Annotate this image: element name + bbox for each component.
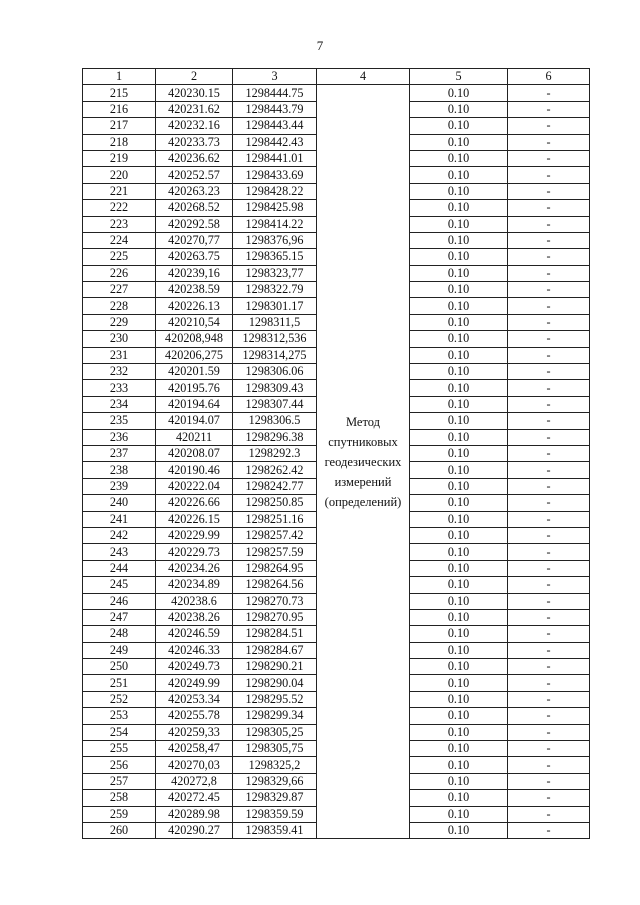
y-coordinate-cell: 1298311,5 — [233, 314, 317, 330]
x-coordinate-cell: 420270,77 — [156, 232, 233, 248]
y-coordinate-cell: 1298292.3 — [233, 445, 317, 461]
x-coordinate-cell: 420253.34 — [156, 691, 233, 707]
x-coordinate-cell: 420239,16 — [156, 265, 233, 281]
x-coordinate-cell: 420226.66 — [156, 495, 233, 511]
x-coordinate-cell: 420272.45 — [156, 790, 233, 806]
note-cell: - — [508, 691, 590, 707]
y-coordinate-cell: 1298306.5 — [233, 413, 317, 429]
y-coordinate-cell: 1298433.69 — [233, 167, 317, 183]
x-coordinate-cell: 420238.6 — [156, 593, 233, 609]
point-number-cell: 246 — [83, 593, 156, 609]
note-cell: - — [508, 150, 590, 166]
point-number-cell: 229 — [83, 314, 156, 330]
accuracy-cell: 0.10 — [410, 265, 508, 281]
accuracy-cell: 0.10 — [410, 282, 508, 298]
y-coordinate-cell: 1298443.44 — [233, 118, 317, 134]
y-coordinate-cell: 1298359.59 — [233, 806, 317, 822]
x-coordinate-cell: 420238.59 — [156, 282, 233, 298]
x-coordinate-cell: 420208,948 — [156, 331, 233, 347]
point-number-cell: 238 — [83, 462, 156, 478]
note-cell: - — [508, 85, 590, 101]
accuracy-cell: 0.10 — [410, 462, 508, 478]
accuracy-cell: 0.10 — [410, 150, 508, 166]
note-cell: - — [508, 593, 590, 609]
point-number-cell: 230 — [83, 331, 156, 347]
y-coordinate-cell: 1298314,275 — [233, 347, 317, 363]
point-number-cell: 244 — [83, 560, 156, 576]
y-coordinate-cell: 1298284.67 — [233, 642, 317, 658]
x-coordinate-cell: 420249.73 — [156, 659, 233, 675]
x-coordinate-cell: 420255.78 — [156, 708, 233, 724]
note-cell: - — [508, 331, 590, 347]
y-coordinate-cell: 1298299.34 — [233, 708, 317, 724]
y-coordinate-cell: 1298442.43 — [233, 134, 317, 150]
note-cell: - — [508, 659, 590, 675]
note-cell: - — [508, 822, 590, 838]
point-number-cell: 245 — [83, 577, 156, 593]
accuracy-cell: 0.10 — [410, 134, 508, 150]
point-number-cell: 242 — [83, 527, 156, 543]
y-coordinate-cell: 1298296.38 — [233, 429, 317, 445]
accuracy-cell: 0.10 — [410, 626, 508, 642]
y-coordinate-cell: 1298444.75 — [233, 85, 317, 101]
x-coordinate-cell: 420246.33 — [156, 642, 233, 658]
accuracy-cell: 0.10 — [410, 429, 508, 445]
point-number-cell: 237 — [83, 445, 156, 461]
accuracy-cell: 0.10 — [410, 675, 508, 691]
accuracy-cell: 0.10 — [410, 298, 508, 314]
y-coordinate-cell: 1298325,2 — [233, 757, 317, 773]
note-cell: - — [508, 134, 590, 150]
coordinates-table — [82, 68, 590, 839]
note-cell: - — [508, 200, 590, 216]
x-coordinate-cell: 420270,03 — [156, 757, 233, 773]
accuracy-cell: 0.10 — [410, 609, 508, 625]
note-cell: - — [508, 609, 590, 625]
accuracy-cell: 0.10 — [410, 167, 508, 183]
accuracy-cell: 0.10 — [410, 249, 508, 265]
y-coordinate-cell: 1298290.04 — [233, 675, 317, 691]
y-coordinate-cell: 1298322.79 — [233, 282, 317, 298]
y-coordinate-cell: 1298264.95 — [233, 560, 317, 576]
table-row — [83, 85, 590, 101]
point-number-cell: 259 — [83, 806, 156, 822]
note-cell: - — [508, 101, 590, 117]
accuracy-cell: 0.10 — [410, 183, 508, 199]
accuracy-cell: 0.10 — [410, 511, 508, 527]
y-coordinate-cell: 1298305,25 — [233, 724, 317, 740]
point-number-cell: 260 — [83, 822, 156, 838]
point-number-cell: 240 — [83, 495, 156, 511]
y-coordinate-cell: 1298264.56 — [233, 577, 317, 593]
point-number-cell: 217 — [83, 118, 156, 134]
column-header-3: 3 — [233, 69, 317, 85]
point-number-cell: 219 — [83, 150, 156, 166]
accuracy-cell: 0.10 — [410, 822, 508, 838]
y-coordinate-cell: 1298250.85 — [233, 495, 317, 511]
measurement-method-cell: Метод спутниковых геодезических измерений (определений) — [317, 85, 410, 839]
note-cell: - — [508, 413, 590, 429]
x-coordinate-cell: 420234.26 — [156, 560, 233, 576]
note-cell: - — [508, 396, 590, 412]
note-cell: - — [508, 757, 590, 773]
point-number-cell: 251 — [83, 675, 156, 691]
y-coordinate-cell: 1298307.44 — [233, 396, 317, 412]
point-number-cell: 228 — [83, 298, 156, 314]
y-coordinate-cell: 1298295.52 — [233, 691, 317, 707]
accuracy-cell: 0.10 — [410, 691, 508, 707]
y-coordinate-cell: 1298301.17 — [233, 298, 317, 314]
accuracy-cell: 0.10 — [410, 577, 508, 593]
accuracy-cell: 0.10 — [410, 495, 508, 511]
table-body — [83, 85, 590, 839]
y-coordinate-cell: 1298329.87 — [233, 790, 317, 806]
x-coordinate-cell: 420234.89 — [156, 577, 233, 593]
point-number-cell: 225 — [83, 249, 156, 265]
y-coordinate-cell: 1298284.51 — [233, 626, 317, 642]
y-coordinate-cell: 1298251.16 — [233, 511, 317, 527]
note-cell: - — [508, 249, 590, 265]
accuracy-cell: 0.10 — [410, 790, 508, 806]
accuracy-cell: 0.10 — [410, 544, 508, 560]
note-cell: - — [508, 806, 590, 822]
point-number-cell: 256 — [83, 757, 156, 773]
x-coordinate-cell: 420252.57 — [156, 167, 233, 183]
accuracy-cell: 0.10 — [410, 724, 508, 740]
page-number: 7 — [316, 38, 324, 53]
y-coordinate-cell: 1298257.42 — [233, 527, 317, 543]
point-number-cell: 247 — [83, 609, 156, 625]
accuracy-cell: 0.10 — [410, 642, 508, 658]
point-number-cell: 233 — [83, 380, 156, 396]
x-coordinate-cell: 420292.58 — [156, 216, 233, 232]
accuracy-cell: 0.10 — [410, 593, 508, 609]
x-coordinate-cell: 420208.07 — [156, 445, 233, 461]
point-number-cell: 236 — [83, 429, 156, 445]
x-coordinate-cell: 420229.73 — [156, 544, 233, 560]
point-number-cell: 249 — [83, 642, 156, 658]
x-coordinate-cell: 420201.59 — [156, 364, 233, 380]
y-coordinate-cell: 1298309.43 — [233, 380, 317, 396]
x-coordinate-cell: 420226.15 — [156, 511, 233, 527]
note-cell: - — [508, 298, 590, 314]
note-cell: - — [508, 544, 590, 560]
point-number-cell: 241 — [83, 511, 156, 527]
accuracy-cell: 0.10 — [410, 331, 508, 347]
x-coordinate-cell: 420190.46 — [156, 462, 233, 478]
point-number-cell: 243 — [83, 544, 156, 560]
column-header-5: 5 — [410, 69, 508, 85]
point-number-cell: 224 — [83, 232, 156, 248]
accuracy-cell: 0.10 — [410, 413, 508, 429]
note-cell: - — [508, 741, 590, 757]
x-coordinate-cell: 420195.76 — [156, 380, 233, 396]
x-coordinate-cell: 420249.99 — [156, 675, 233, 691]
y-coordinate-cell: 1298414.22 — [233, 216, 317, 232]
y-coordinate-cell: 1298305,75 — [233, 741, 317, 757]
y-coordinate-cell: 1298323,77 — [233, 265, 317, 281]
point-number-cell: 216 — [83, 101, 156, 117]
accuracy-cell: 0.10 — [410, 560, 508, 576]
x-coordinate-cell: 420268.52 — [156, 200, 233, 216]
x-coordinate-cell: 420226.13 — [156, 298, 233, 314]
y-coordinate-cell: 1298443.79 — [233, 101, 317, 117]
note-cell: - — [508, 577, 590, 593]
x-coordinate-cell: 420222.04 — [156, 478, 233, 494]
y-coordinate-cell: 1298376,96 — [233, 232, 317, 248]
note-cell: - — [508, 511, 590, 527]
x-coordinate-cell: 420230.15 — [156, 85, 233, 101]
accuracy-cell: 0.10 — [410, 806, 508, 822]
accuracy-cell: 0.10 — [410, 478, 508, 494]
x-coordinate-cell: 420246.59 — [156, 626, 233, 642]
x-coordinate-cell: 420289.98 — [156, 806, 233, 822]
point-number-cell: 218 — [83, 134, 156, 150]
point-number-cell: 258 — [83, 790, 156, 806]
note-cell: - — [508, 347, 590, 363]
point-number-cell: 215 — [83, 85, 156, 101]
note-cell: - — [508, 462, 590, 478]
accuracy-cell: 0.10 — [410, 445, 508, 461]
point-number-cell: 234 — [83, 396, 156, 412]
y-coordinate-cell: 1298441.01 — [233, 150, 317, 166]
accuracy-cell: 0.10 — [410, 314, 508, 330]
y-coordinate-cell: 1298359.41 — [233, 822, 317, 838]
x-coordinate-cell: 420238.26 — [156, 609, 233, 625]
y-coordinate-cell: 1298270.95 — [233, 609, 317, 625]
table-header-row — [83, 69, 590, 85]
accuracy-cell: 0.10 — [410, 741, 508, 757]
x-coordinate-cell: 420272,8 — [156, 773, 233, 789]
note-cell: - — [508, 167, 590, 183]
point-number-cell: 254 — [83, 724, 156, 740]
note-cell: - — [508, 445, 590, 461]
point-number-cell: 253 — [83, 708, 156, 724]
x-coordinate-cell: 420233.73 — [156, 134, 233, 150]
accuracy-cell: 0.10 — [410, 396, 508, 412]
column-header-1: 1 — [83, 69, 156, 85]
point-number-cell: 231 — [83, 347, 156, 363]
note-cell: - — [508, 216, 590, 232]
y-coordinate-cell: 1298262.42 — [233, 462, 317, 478]
y-coordinate-cell: 1298365.15 — [233, 249, 317, 265]
x-coordinate-cell: 420211 — [156, 429, 233, 445]
note-cell: - — [508, 560, 590, 576]
note-cell: - — [508, 626, 590, 642]
accuracy-cell: 0.10 — [410, 216, 508, 232]
note-cell: - — [508, 790, 590, 806]
note-cell: - — [508, 364, 590, 380]
x-coordinate-cell: 420206,275 — [156, 347, 233, 363]
y-coordinate-cell: 1298428.22 — [233, 183, 317, 199]
x-coordinate-cell: 420263.23 — [156, 183, 233, 199]
note-cell: - — [508, 708, 590, 724]
accuracy-cell: 0.10 — [410, 708, 508, 724]
note-cell: - — [508, 642, 590, 658]
note-cell: - — [508, 314, 590, 330]
note-cell: - — [508, 773, 590, 789]
accuracy-cell: 0.10 — [410, 380, 508, 396]
y-coordinate-cell: 1298312,536 — [233, 331, 317, 347]
point-number-cell: 255 — [83, 741, 156, 757]
x-coordinate-cell: 420194.64 — [156, 396, 233, 412]
column-header-4: 4 — [317, 69, 410, 85]
x-coordinate-cell: 420258,47 — [156, 741, 233, 757]
point-number-cell: 252 — [83, 691, 156, 707]
point-number-cell: 235 — [83, 413, 156, 429]
y-coordinate-cell: 1298270.73 — [233, 593, 317, 609]
x-coordinate-cell: 420290.27 — [156, 822, 233, 838]
accuracy-cell: 0.10 — [410, 85, 508, 101]
point-number-cell: 222 — [83, 200, 156, 216]
y-coordinate-cell: 1298290.21 — [233, 659, 317, 675]
note-cell: - — [508, 675, 590, 691]
note-cell: - — [508, 495, 590, 511]
x-coordinate-cell: 420263.75 — [156, 249, 233, 265]
note-cell: - — [508, 478, 590, 494]
accuracy-cell: 0.10 — [410, 232, 508, 248]
accuracy-cell: 0.10 — [410, 527, 508, 543]
accuracy-cell: 0.10 — [410, 773, 508, 789]
point-number-cell: 226 — [83, 265, 156, 281]
point-number-cell: 250 — [83, 659, 156, 675]
accuracy-cell: 0.10 — [410, 101, 508, 117]
note-cell: - — [508, 232, 590, 248]
note-cell: - — [508, 265, 590, 281]
accuracy-cell: 0.10 — [410, 347, 508, 363]
point-number-cell: 248 — [83, 626, 156, 642]
note-cell: - — [508, 118, 590, 134]
accuracy-cell: 0.10 — [410, 659, 508, 675]
point-number-cell: 257 — [83, 773, 156, 789]
x-coordinate-cell: 420210,54 — [156, 314, 233, 330]
point-number-cell: 239 — [83, 478, 156, 494]
x-coordinate-cell: 420259,33 — [156, 724, 233, 740]
x-coordinate-cell: 420232.16 — [156, 118, 233, 134]
accuracy-cell: 0.10 — [410, 200, 508, 216]
accuracy-cell: 0.10 — [410, 757, 508, 773]
point-number-cell: 220 — [83, 167, 156, 183]
x-coordinate-cell: 420236.62 — [156, 150, 233, 166]
note-cell: - — [508, 724, 590, 740]
y-coordinate-cell: 1298242.77 — [233, 478, 317, 494]
note-cell: - — [508, 527, 590, 543]
column-header-2: 2 — [156, 69, 233, 85]
x-coordinate-cell: 420229.99 — [156, 527, 233, 543]
note-cell: - — [508, 183, 590, 199]
column-header-6: 6 — [508, 69, 590, 85]
note-cell: - — [508, 282, 590, 298]
point-number-cell: 223 — [83, 216, 156, 232]
y-coordinate-cell: 1298306.06 — [233, 364, 317, 380]
note-cell: - — [508, 380, 590, 396]
note-cell: - — [508, 429, 590, 445]
y-coordinate-cell: 1298329,66 — [233, 773, 317, 789]
point-number-cell: 227 — [83, 282, 156, 298]
accuracy-cell: 0.10 — [410, 364, 508, 380]
y-coordinate-cell: 1298425.98 — [233, 200, 317, 216]
accuracy-cell: 0.10 — [410, 118, 508, 134]
x-coordinate-cell: 420231.62 — [156, 101, 233, 117]
point-number-cell: 221 — [83, 183, 156, 199]
y-coordinate-cell: 1298257.59 — [233, 544, 317, 560]
x-coordinate-cell: 420194.07 — [156, 413, 233, 429]
point-number-cell: 232 — [83, 364, 156, 380]
